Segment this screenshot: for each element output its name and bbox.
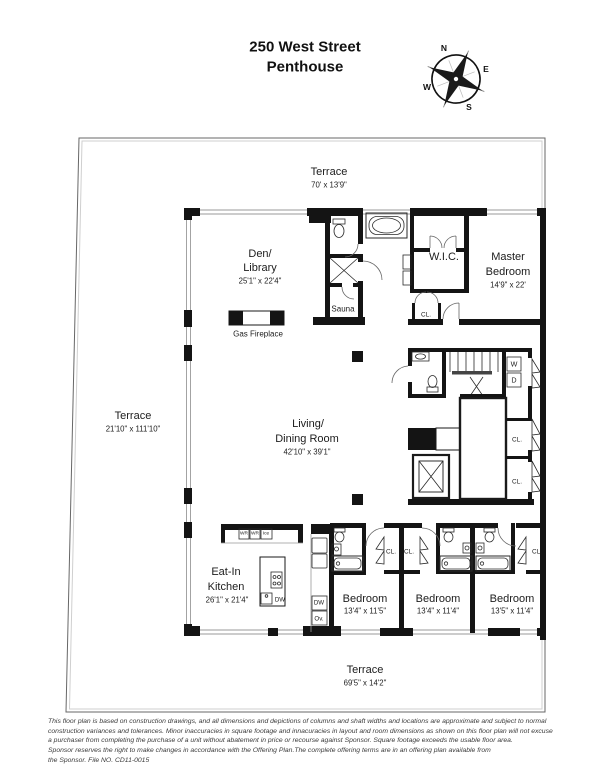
wine-fridge1-label: WR	[240, 531, 248, 537]
den-name-line1: Den/	[248, 248, 272, 260]
bedroom-wing-walls	[330, 523, 546, 633]
living-name-line1: Living/	[292, 418, 324, 430]
compass-icon	[415, 38, 497, 120]
elevator-icon	[413, 455, 449, 498]
disclaimer-line5: the Sponsor. File NO. CD11-0015	[48, 756, 150, 764]
bedroom1-name: Bedroom	[342, 593, 388, 605]
disclaimer	[48, 717, 564, 765]
compass-w-label: W	[422, 82, 432, 92]
page-title-line1: 250 West Street	[249, 38, 361, 56]
disclaimer-line3: a purchaser from completing the purchase of a unit without abatement in price or recourse against Sponsor. Square footage exceeds the usable floor area.	[48, 737, 513, 745]
closet-bed2-label: CL.	[404, 548, 414, 556]
sauna-label: Sauna	[331, 304, 355, 314]
column	[352, 351, 363, 362]
kitchen-name-line2: Kitchen	[207, 581, 245, 593]
living-name-line2: Dining Room	[275, 433, 339, 445]
bifold-doors-core	[532, 359, 540, 492]
shower-icon	[330, 258, 358, 283]
dishwasher-island-label: DW	[274, 596, 286, 604]
closet-bed1-label: CL.	[386, 548, 396, 556]
wine-fridge2-label: WR	[251, 531, 259, 537]
fridge-icons	[312, 538, 327, 568]
wic-label: W.I.C.	[429, 251, 459, 263]
closet-core-lower-label: CL.	[512, 478, 522, 486]
powder-sink-icon	[412, 352, 429, 361]
den-dims: 25'1" x 22'4"	[238, 276, 282, 286]
terrace-top-name: Terrace	[310, 166, 348, 178]
disclaimer-line1: This floor plan is based on construction drawings, and all dimensions and depictions of columns and shaft widths and locations are approximate and subject to normal	[48, 718, 547, 725]
terrace-top-dims: 70' x 13'9"	[311, 180, 347, 190]
cooktop-icon	[271, 572, 282, 588]
terrace-bottom-name: Terrace	[346, 664, 384, 676]
washer-label: W	[510, 359, 518, 369]
shaft	[460, 398, 506, 499]
bedroom2-dims: 13'4" x 11'4"	[416, 606, 460, 616]
bath1-fixtures	[332, 528, 363, 571]
bedroom3-dims: 13'5" x 11'4"	[490, 606, 534, 616]
toilet-icon	[333, 219, 345, 238]
terrace-left-name: Terrace	[114, 410, 152, 422]
bedroom1-dims: 13'4" x 11'5"	[343, 606, 387, 616]
dryer-label: D	[511, 375, 517, 385]
vanity-sink-icon	[403, 255, 411, 285]
terrace-bottom-dims: 69'5" x 14'2"	[343, 678, 387, 688]
stairs-icon	[450, 352, 498, 396]
compass-e-label: E	[483, 64, 489, 74]
disclaimer-line4: Sponsor reserves the right to make changes in accordance with the Offering Plan.The complete offering terms are in an offering plan available from	[48, 746, 491, 754]
page-title-line2: Penthouse	[266, 58, 344, 76]
powder-toilet-icon	[427, 376, 438, 393]
gas-fireplace-label: Gas Fireplace	[233, 329, 283, 339]
island-sink-icon	[261, 593, 272, 604]
column	[352, 494, 363, 505]
living-dims: 42'10" x 39'1"	[283, 447, 331, 457]
fireplace-icon	[229, 311, 284, 325]
master-dims: 14'9" x 22'	[490, 280, 526, 290]
ice-maker-label: Ice	[262, 531, 270, 537]
dishwasher-wall-label: DW	[313, 599, 325, 607]
compass-s-label: S	[466, 102, 472, 112]
den-name-line2: Library	[243, 262, 277, 274]
closet-master-label: CL.	[421, 311, 431, 319]
kitchen-dims: 26'1" x 21'4"	[205, 595, 249, 605]
closet-core-upper-label: CL.	[512, 436, 522, 444]
bathtub-icon	[366, 213, 407, 238]
oven-label: Ov.	[314, 615, 324, 623]
master-name-line1: Master	[491, 251, 525, 263]
terrace-left-dims: 21'10" x 111'10"	[105, 424, 161, 434]
kitchen-name-line1: Eat-In	[211, 566, 241, 578]
bedroom2-name: Bedroom	[415, 593, 461, 605]
bath2-fixtures	[440, 528, 472, 571]
compass-n-label: N	[440, 43, 448, 53]
bedroom3-name: Bedroom	[489, 593, 535, 605]
disclaimer-line2: construction variances and tolerances. Minor inaccuracies in square footage and innacuracies in layout and room dimensions as shown on this floor plan will not excuse	[48, 727, 553, 735]
closet-bed3-label: CL.	[532, 548, 542, 556]
master-name-line2: Bedroom	[485, 266, 531, 278]
bath3-fixtures	[476, 528, 510, 571]
